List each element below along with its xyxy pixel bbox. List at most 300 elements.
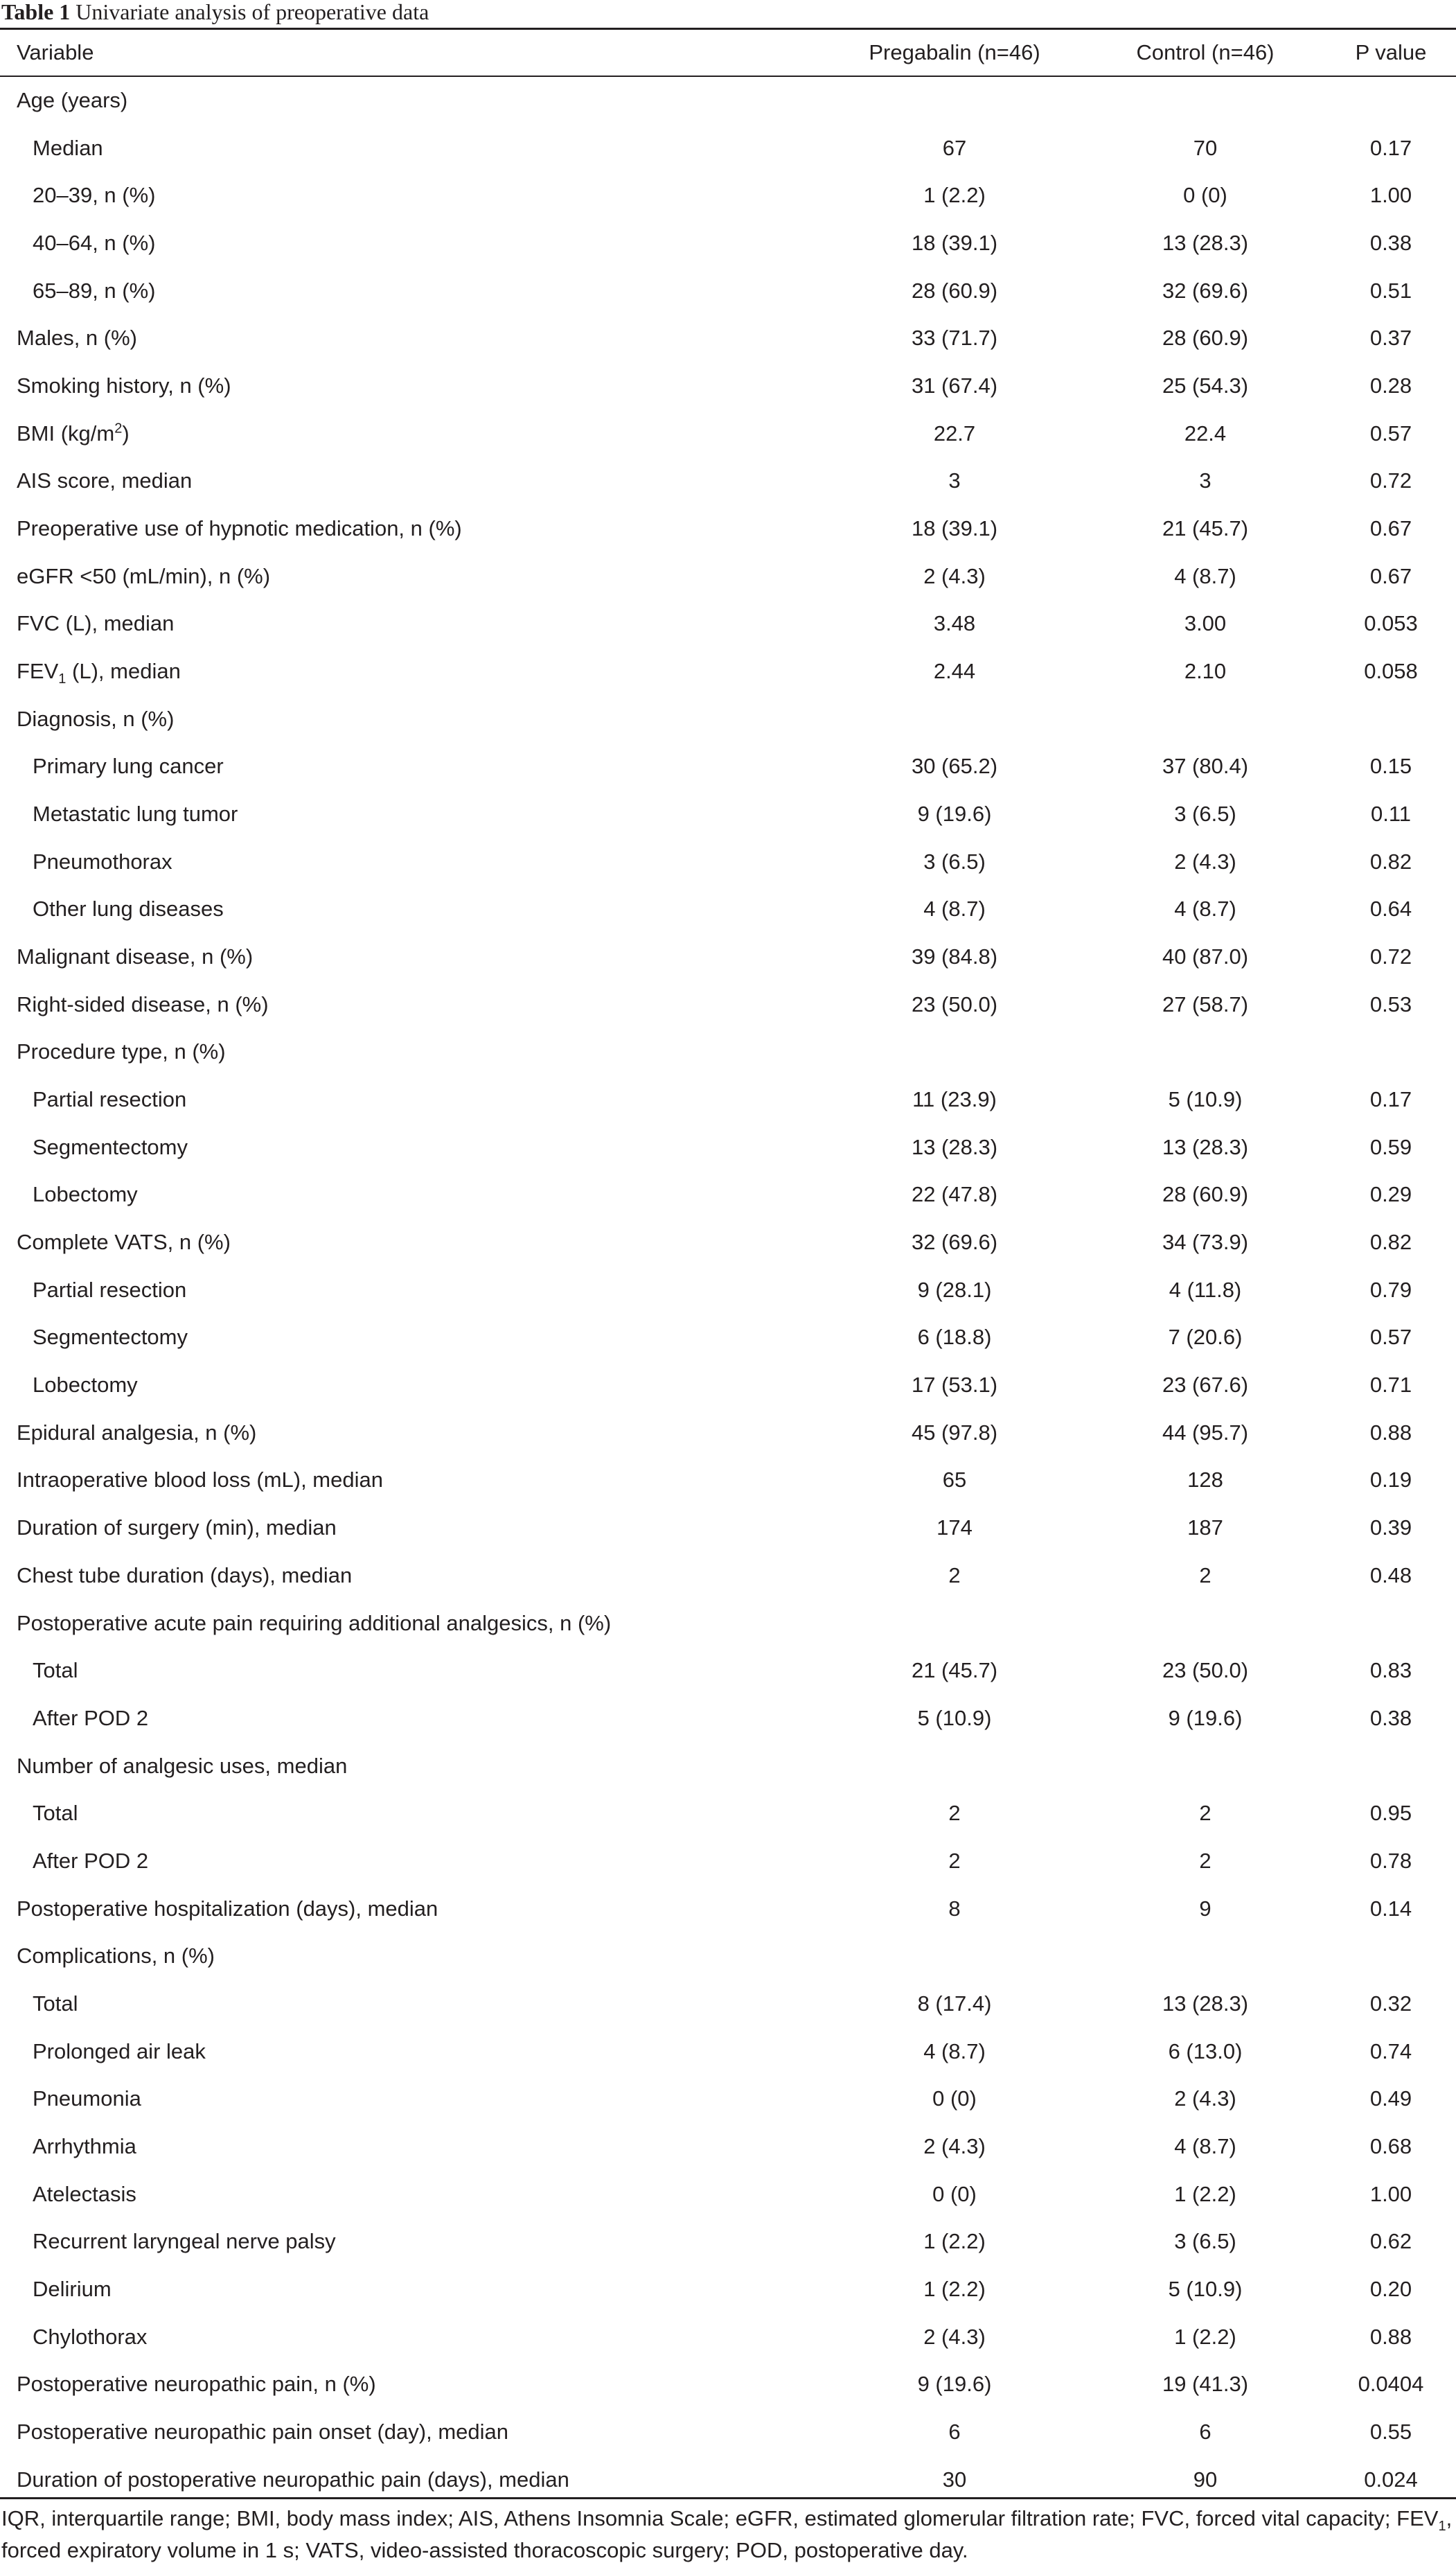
row-p-value: 0.55 [1369, 2419, 1412, 2444]
row-pregabalin-value: 8 [948, 1896, 961, 1921]
row-pregabalin-value: 6 (18.8) [917, 1325, 992, 1350]
row-p-value: 0.38 [1369, 231, 1412, 256]
table-row [0, 505, 1456, 553]
row-pregabalin-value: 1 (2.2) [923, 2276, 986, 2301]
row-control-value: 13 (28.3) [1162, 1134, 1249, 1159]
row-variable-subscript: 1 [58, 671, 66, 687]
row-pregabalin-value: 23 (50.0) [911, 992, 998, 1016]
row-variable-label [17, 1885, 438, 1933]
footnote-text-1: IQR, interquartile range; BMI, body mass index; AIS, Athens Insomnia Scale; eGFR, estimated glomerular filtration rate; FVC, forced vital capacity; FEV [1, 2506, 1439, 2530]
table-row [0, 315, 1456, 362]
row-variable-text: Males, n (%) [17, 326, 137, 351]
row-p-value: 1.00 [1369, 183, 1412, 208]
row-control-value: 22.4 [1184, 421, 1227, 446]
row-pregabalin-value: 2 (4.3) [923, 563, 986, 588]
row-variable-label [17, 2456, 569, 2504]
table-row [0, 2123, 1456, 2171]
row-variable-text: Chylothorax [33, 2324, 148, 2349]
table-row [0, 1885, 1456, 1933]
row-variable-label [33, 267, 156, 315]
row-variable-text: Age (years) [17, 88, 128, 112]
row-control-value: 9 [1199, 1896, 1211, 1921]
row-control-value: 128 [1187, 1468, 1223, 1492]
row-variable-text: FVC (L), median [17, 611, 175, 636]
row-p-value: 0.74 [1369, 2038, 1412, 2063]
row-variable-text: Intraoperative blood loss (mL), median [17, 1468, 383, 1492]
row-variable-label [33, 1838, 148, 1885]
row-variable-label [17, 981, 269, 1029]
footnote-text-2: , forced expiratory volume in 1 s; VATS, video-assisted thoracoscopic surgery; POD, postoperative day. [1, 2506, 1453, 2562]
row-pregabalin-value: 2 (4.3) [923, 2324, 986, 2349]
row-p-value: 0.15 [1369, 754, 1412, 779]
table-caption-text: Univariate analysis of preoperative data [70, 0, 429, 24]
row-variable-label [17, 315, 137, 362]
row-variable-label [17, 505, 462, 553]
row-pregabalin-value: 3.48 [933, 611, 976, 636]
row-variable-label [33, 886, 224, 933]
row-control-value: 2 (4.3) [1174, 2086, 1236, 2111]
row-variable-text: Postoperative hospitalization (days), median [17, 1896, 438, 1921]
table-row [0, 125, 1456, 173]
row-pregabalin-value: 22.7 [933, 421, 976, 446]
row-variable-label [33, 1314, 188, 1362]
table-row [0, 2266, 1456, 2314]
table-row [0, 1790, 1456, 1838]
table-row [0, 1695, 1456, 1743]
table-row [0, 648, 1456, 696]
row-pregabalin-value: 6 [948, 2419, 961, 2444]
row-control-value: 40 (87.0) [1162, 944, 1249, 969]
row-variable-text: FEV [17, 659, 59, 684]
row-p-value: 0.79 [1369, 1277, 1412, 1302]
row-variable-label [17, 553, 270, 601]
table-row [0, 1219, 1456, 1267]
row-p-value: 0.49 [1369, 2086, 1412, 2111]
row-control-value: 2 (4.3) [1174, 849, 1236, 874]
row-pregabalin-value: 22 (47.8) [911, 1182, 998, 1207]
row-variable-text: Metastatic lung tumor [33, 802, 238, 827]
row-control-value: 70 [1193, 135, 1218, 160]
row-variable-label [33, 2314, 147, 2361]
row-variable-text-suffix: (L), median [66, 659, 181, 684]
row-p-value: 0.67 [1369, 516, 1412, 541]
table-caption-label: Table 1 [1, 0, 71, 24]
row-control-value: 28 (60.9) [1162, 1182, 1249, 1207]
row-control-value: 0 (0) [1183, 183, 1227, 208]
table-row [0, 1314, 1456, 1362]
table-row [0, 1932, 1456, 1980]
row-variable-label [33, 1790, 78, 1838]
row-variable-text: Primary lung cancer [33, 754, 224, 779]
row-variable-text: Right-sided disease, n (%) [17, 992, 269, 1016]
row-variable-text-suffix: ) [122, 421, 130, 446]
row-variable-text: Atelectasis [33, 2181, 136, 2206]
row-p-value: 0.57 [1369, 1325, 1412, 1350]
row-variable-label [33, 2218, 336, 2266]
row-variable-text: Postoperative acute pain requiring additional analgesics, n (%) [17, 1610, 612, 1635]
row-variable-text: Chest tube duration (days), median [17, 1562, 353, 1587]
row-variable-text: Partial resection [33, 1087, 187, 1112]
row-pregabalin-value: 67 [942, 135, 967, 160]
row-variable-label [17, 600, 174, 648]
table-row [0, 838, 1456, 886]
row-variable-label [17, 1409, 256, 1457]
row-variable-label [17, 696, 174, 743]
row-variable-text: 65–89, n (%) [33, 278, 156, 303]
row-p-value: 0.11 [1370, 802, 1412, 827]
row-control-value: 21 (45.7) [1162, 516, 1249, 541]
row-variable-label [17, 410, 130, 458]
table-row [0, 981, 1456, 1029]
row-pregabalin-value: 33 (71.7) [911, 326, 998, 351]
row-pregabalin-value: 11 (23.9) [912, 1087, 997, 1112]
row-pregabalin-value: 30 (65.2) [911, 754, 998, 779]
row-variable-label [17, 2408, 508, 2456]
row-variable-label [33, 1695, 148, 1743]
row-p-value: 0.64 [1369, 897, 1412, 922]
table-row [0, 1409, 1456, 1457]
row-pregabalin-value: 3 (6.5) [923, 849, 986, 874]
row-p-value: 0.024 [1364, 2467, 1418, 2492]
row-pregabalin-value: 0 (0) [932, 2181, 977, 2206]
table-row [0, 172, 1456, 220]
row-p-value: 0.88 [1369, 1420, 1412, 1445]
row-variable-text: Prolonged air leak [33, 2038, 206, 2063]
row-p-value: 0.28 [1369, 373, 1412, 398]
row-variable-label [33, 2075, 141, 2123]
row-p-value: 0.17 [1369, 1087, 1412, 1112]
table-row [0, 1600, 1456, 1648]
row-variable-text: 20–39, n (%) [33, 183, 156, 208]
row-p-value: 0.95 [1369, 1801, 1412, 1826]
row-pregabalin-value: 5 (10.9) [917, 1705, 992, 1730]
table-footnote [1, 2503, 1453, 2566]
row-p-value: 0.38 [1369, 1705, 1412, 1730]
row-variable-text: eGFR <50 (mL/min), n (%) [17, 563, 271, 588]
row-variable-text: Preoperative use of hypnotic medication, n (%) [17, 516, 462, 541]
table-row [0, 2171, 1456, 2219]
row-variable-label [33, 743, 224, 791]
row-control-value: 4 (8.7) [1174, 2133, 1236, 2158]
row-pregabalin-value: 31 (67.4) [911, 373, 998, 398]
table-row [0, 1456, 1456, 1504]
table-header [0, 30, 1456, 76]
table-row [0, 2218, 1456, 2266]
row-control-value: 13 (28.3) [1162, 231, 1249, 256]
row-variable-label [33, 838, 172, 886]
row-p-value: 0.29 [1369, 1182, 1412, 1207]
row-pregabalin-value: 2 [948, 1562, 961, 1587]
row-variable-label [33, 1267, 186, 1314]
row-control-value: 2.10 [1184, 659, 1227, 684]
row-variable-text: Recurrent laryngeal nerve palsy [33, 2229, 336, 2254]
row-variable-text: Duration of postoperative neuropathic pain (days), median [17, 2467, 569, 2492]
row-control-value: 4 (11.8) [1169, 1277, 1242, 1302]
row-control-value: 23 (50.0) [1162, 1658, 1249, 1683]
row-variable-text: Epidural analgesia, n (%) [17, 1420, 257, 1445]
row-control-value: 13 (28.3) [1162, 1991, 1249, 2016]
row-control-value: 187 [1187, 1515, 1223, 1540]
table-row [0, 77, 1456, 125]
row-variable-text: 40–64, n (%) [33, 231, 156, 256]
row-control-value: 3 (6.5) [1174, 802, 1236, 827]
row-variable-label [17, 1456, 383, 1504]
row-control-value: 5 (10.9) [1168, 1087, 1243, 1112]
row-variable-superscript: 2 [114, 421, 123, 437]
row-variable-text: Smoking history, n (%) [17, 373, 231, 398]
table-row [0, 1362, 1456, 1409]
table-row [0, 600, 1456, 648]
row-variable-text: Other lung diseases [33, 897, 224, 922]
table-row [0, 1838, 1456, 1885]
row-variable-label [17, 1932, 215, 1980]
row-pregabalin-value: 2 (4.3) [923, 2133, 986, 2158]
row-control-value: 2 [1199, 1801, 1211, 1826]
row-p-value: 0.48 [1369, 1562, 1412, 1587]
row-control-value: 44 (95.7) [1162, 1420, 1249, 1445]
row-control-value: 5 (10.9) [1168, 2276, 1243, 2301]
table-row [0, 410, 1456, 458]
row-p-value: 0.39 [1369, 1515, 1412, 1540]
row-variable-label [33, 1980, 78, 2028]
header-p-value: P value [1355, 40, 1427, 64]
table-row [0, 696, 1456, 743]
row-variable-text: BMI (kg/m [17, 421, 115, 446]
row-control-value: 6 [1199, 2419, 1211, 2444]
table-row [0, 2361, 1456, 2408]
row-control-value: 27 (58.7) [1162, 992, 1249, 1016]
row-pregabalin-value: 2 [948, 1848, 961, 1873]
row-variable-text: Duration of surgery (min), median [17, 1515, 337, 1540]
table-row [0, 2028, 1456, 2076]
row-variable-label [17, 1600, 611, 1648]
table-row [0, 2075, 1456, 2123]
table-row [0, 1552, 1456, 1600]
row-variable-text: Total [33, 1658, 78, 1683]
row-p-value: 0.0404 [1358, 2372, 1424, 2397]
row-pregabalin-value: 1 (2.2) [923, 183, 986, 208]
table-row [0, 1743, 1456, 1790]
table-row [0, 1076, 1456, 1124]
row-variable-text: Segmentectomy [33, 1134, 188, 1159]
row-variable-label [33, 1076, 186, 1124]
row-control-value: 19 (41.3) [1162, 2372, 1249, 2397]
row-variable-label [17, 2361, 376, 2408]
row-variable-text: Pneumothorax [33, 849, 172, 874]
table-body [0, 77, 1456, 2503]
row-variable-label [17, 77, 127, 125]
row-control-value: 32 (69.6) [1162, 278, 1249, 303]
row-variable-text: Segmentectomy [33, 1325, 188, 1350]
table-row [0, 886, 1456, 933]
table-row [0, 362, 1456, 410]
row-p-value: 0.53 [1369, 992, 1412, 1016]
row-p-value: 1.00 [1369, 2181, 1412, 2206]
row-pregabalin-value: 9 (28.1) [917, 1277, 992, 1302]
table-row [0, 1124, 1456, 1172]
table-row [0, 1171, 1456, 1219]
table-row [0, 933, 1456, 981]
row-variable-label [17, 1504, 337, 1552]
row-p-value: 0.83 [1369, 1658, 1412, 1683]
row-variable-label [33, 125, 103, 173]
row-pregabalin-value: 21 (45.7) [911, 1658, 998, 1683]
row-variable-label [33, 2028, 206, 2076]
row-p-value: 0.57 [1369, 421, 1412, 446]
row-variable-text: Delirium [33, 2276, 112, 2301]
row-p-value: 0.68 [1369, 2133, 1412, 2158]
table-row [0, 1267, 1456, 1314]
table-row [0, 791, 1456, 838]
table-row [0, 1980, 1456, 2028]
row-variable-text: Postoperative neuropathic pain, n (%) [17, 2372, 376, 2397]
row-variable-label [33, 1171, 138, 1219]
row-pregabalin-value: 1 (2.2) [923, 2229, 986, 2254]
row-variable-label [33, 172, 156, 220]
row-variable-text: Partial resection [33, 1277, 187, 1302]
row-p-value: 0.88 [1369, 2324, 1412, 2349]
row-variable-label [17, 1743, 347, 1790]
table-bottom-rule [0, 2497, 1456, 2499]
row-variable-text: AIS score, median [17, 468, 193, 493]
row-p-value: 0.20 [1369, 2276, 1412, 2301]
row-pregabalin-value: 30 [942, 2467, 967, 2492]
table-row [0, 1647, 1456, 1695]
row-pregabalin-value: 39 (84.8) [911, 944, 998, 969]
table-row [0, 267, 1456, 315]
row-p-value: 0.62 [1369, 2229, 1412, 2254]
row-pregabalin-value: 45 (97.8) [911, 1420, 998, 1445]
row-control-value: 3 [1199, 468, 1211, 493]
row-variable-label [33, 2123, 136, 2171]
row-variable-text: Complete VATS, n (%) [17, 1230, 231, 1255]
row-pregabalin-value: 18 (39.1) [911, 516, 998, 541]
row-control-value: 2 [1199, 1848, 1211, 1873]
row-p-value: 0.82 [1369, 1230, 1412, 1255]
row-p-value: 0.78 [1369, 1848, 1412, 1873]
row-control-value: 28 (60.9) [1162, 326, 1249, 351]
row-control-value: 4 (8.7) [1174, 897, 1236, 922]
header-control: Control (n=46) [1136, 40, 1275, 64]
row-control-value: 34 (73.9) [1162, 1230, 1249, 1255]
row-control-value: 90 [1193, 2467, 1218, 2492]
row-control-value: 1 (2.2) [1174, 2181, 1236, 2206]
row-pregabalin-value: 18 (39.1) [911, 231, 998, 256]
row-variable-label [33, 1647, 78, 1695]
row-p-value: 0.71 [1369, 1373, 1412, 1398]
row-variable-text: Complications, n (%) [17, 1944, 215, 1968]
table-row [0, 2456, 1456, 2504]
row-pregabalin-value: 2 [948, 1801, 961, 1826]
row-pregabalin-value: 28 (60.9) [911, 278, 998, 303]
row-variable-text: Median [33, 135, 103, 160]
row-p-value: 0.14 [1369, 1896, 1412, 1921]
row-pregabalin-value: 174 [936, 1515, 973, 1540]
row-variable-label [17, 1552, 352, 1600]
row-variable-text: Lobectomy [33, 1373, 138, 1398]
row-p-value: 0.72 [1369, 944, 1412, 969]
row-pregabalin-value: 65 [942, 1468, 967, 1492]
row-variable-label [33, 791, 238, 838]
row-pregabalin-value: 4 (8.7) [923, 2038, 986, 2063]
row-variable-label [17, 648, 181, 696]
row-control-value: 37 (80.4) [1162, 754, 1249, 779]
row-p-value: 0.82 [1369, 849, 1412, 874]
row-control-value: 2 [1199, 1562, 1211, 1587]
row-pregabalin-value: 9 (19.6) [917, 802, 992, 827]
row-pregabalin-value: 2.44 [933, 659, 976, 684]
row-pregabalin-value: 13 (28.3) [911, 1134, 998, 1159]
row-control-value: 9 (19.6) [1168, 1705, 1243, 1730]
row-variable-label [33, 2266, 112, 2314]
row-variable-label [33, 1124, 188, 1172]
row-variable-text: Diagnosis, n (%) [17, 706, 175, 731]
row-pregabalin-value: 0 (0) [932, 2086, 977, 2111]
table-row [0, 220, 1456, 267]
row-p-value: 0.058 [1364, 659, 1418, 684]
row-variable-text: Postoperative neuropathic pain onset (day), median [17, 2419, 508, 2444]
table-caption [1, 0, 429, 28]
row-p-value: 0.72 [1369, 468, 1412, 493]
row-control-value: 1 (2.2) [1174, 2324, 1236, 2349]
table-row [0, 1504, 1456, 1552]
header-variable: Variable [17, 40, 94, 64]
row-control-value: 7 (20.6) [1168, 1325, 1243, 1350]
row-variable-label [33, 220, 156, 267]
row-variable-text: After POD 2 [33, 1848, 149, 1873]
row-p-value: 0.32 [1369, 1991, 1412, 2016]
row-variable-label [17, 457, 192, 505]
row-control-value: 3.00 [1184, 611, 1227, 636]
row-pregabalin-value: 32 (69.6) [911, 1230, 998, 1255]
row-control-value: 3 (6.5) [1174, 2229, 1236, 2254]
row-variable-label [17, 1028, 226, 1076]
row-variable-text: Number of analgesic uses, median [17, 1753, 348, 1778]
row-pregabalin-value: 3 [948, 468, 961, 493]
row-variable-label [17, 362, 231, 410]
row-variable-label [17, 1219, 231, 1267]
table-row [0, 457, 1456, 505]
row-control-value: 23 (67.6) [1162, 1373, 1249, 1398]
row-control-value: 4 (8.7) [1174, 563, 1236, 588]
row-p-value: 0.67 [1369, 563, 1412, 588]
row-p-value: 0.51 [1369, 278, 1412, 303]
row-pregabalin-value: 4 (8.7) [923, 897, 986, 922]
row-pregabalin-value: 8 (17.4) [917, 1991, 992, 2016]
row-pregabalin-value: 9 (19.6) [917, 2372, 992, 2397]
table-row [0, 2408, 1456, 2456]
row-variable-text: Total [33, 1991, 78, 2016]
row-variable-text: Procedure type, n (%) [17, 1039, 226, 1064]
row-variable-text: Lobectomy [33, 1182, 138, 1207]
row-control-value: 25 (54.3) [1162, 373, 1249, 398]
table-row [0, 743, 1456, 791]
row-variable-text: After POD 2 [33, 1705, 149, 1730]
row-p-value: 0.19 [1369, 1468, 1412, 1492]
footnote-subscript: 1 [1438, 2519, 1446, 2535]
row-variable-label [33, 1362, 138, 1409]
row-pregabalin-value: 17 (53.1) [911, 1373, 998, 1398]
table-row [0, 2314, 1456, 2361]
row-p-value: 0.17 [1369, 135, 1412, 160]
row-p-value: 0.37 [1369, 326, 1412, 351]
row-variable-text: Arrhythmia [33, 2133, 136, 2158]
table-row [0, 553, 1456, 601]
row-p-value: 0.053 [1364, 611, 1418, 636]
table-row [0, 1028, 1456, 1076]
row-variable-text: Total [33, 1801, 78, 1826]
row-variable-label [33, 2171, 136, 2219]
